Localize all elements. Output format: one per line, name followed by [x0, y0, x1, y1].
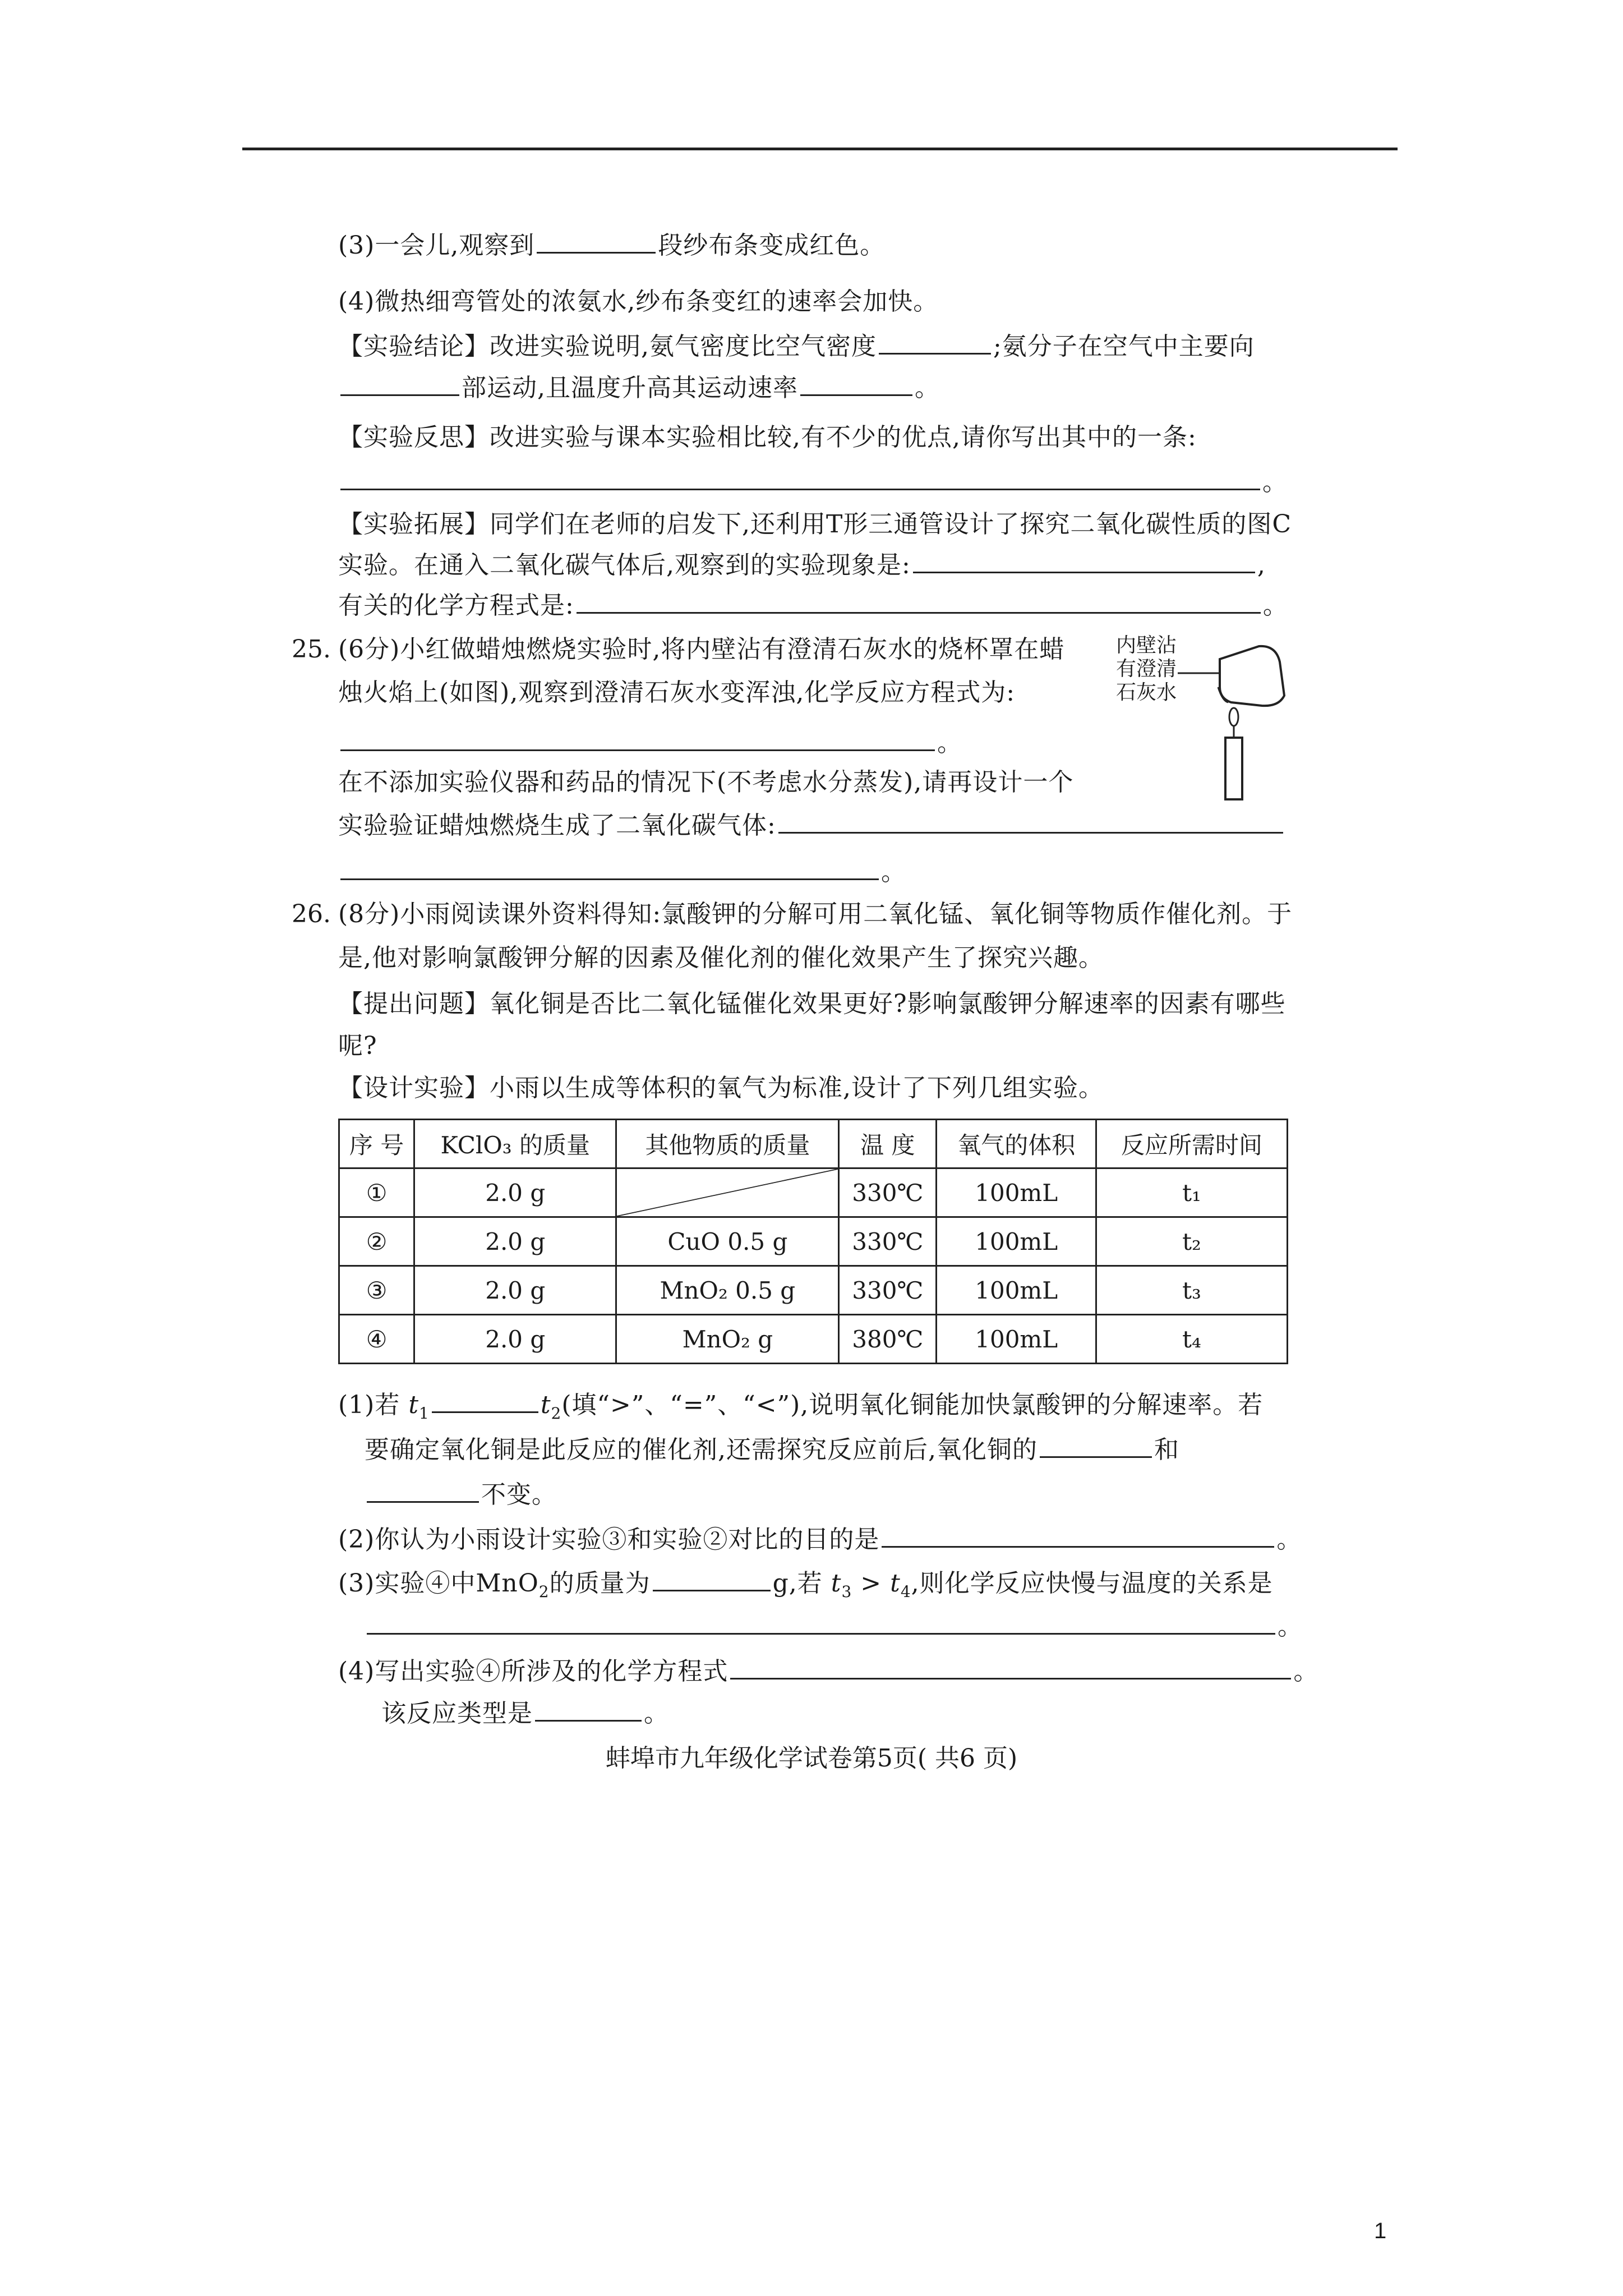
- sub-q4-line2: 该反应类型是 。: [381, 1697, 669, 1731]
- line-reflection: 【实验反思】改进实验与课本实验相比较,有不少的优点,请你写出其中的一条:: [338, 423, 1197, 452]
- table-row: [339, 1168, 1288, 1217]
- table-cell: 330℃: [839, 1217, 937, 1266]
- q25-line4: 在不添加实验仪器和药品的情况下(不考虑水分蒸发),请再设计一个: [338, 768, 1074, 797]
- header-index: 序 号: [339, 1120, 414, 1168]
- sub-q1-line3: 不变。: [365, 1478, 557, 1512]
- q26-line2: 是,他对影响氯酸钾分解的因素及催化剂的催化效果产生了探究兴趣。: [338, 944, 1104, 972]
- table-cell: t₃: [1096, 1266, 1288, 1315]
- table-cell: MnO₂ 0.5 g: [616, 1266, 839, 1315]
- experiment-table: [338, 1119, 1288, 1364]
- table-cell: ①: [339, 1168, 414, 1217]
- figure-label-3: 石灰水: [1116, 681, 1177, 704]
- table-cell: 2.0 g: [414, 1217, 616, 1266]
- sub-q3-line1: (3)实验④中MnO$_2$的质量为 g,若 $t_3 > t_4$,则化学反应快慢与温度的关系是: [338, 1567, 1273, 1609]
- table-cell: t₄: [1096, 1315, 1288, 1364]
- q26-line3: 【提出问题】氧化铜是否比二氧化锰催化效果更好?影响氯酸钾分解速率的因素有哪些: [338, 990, 1286, 1018]
- line-extension-2: 实验。在通入二氧化碳气体后,观察到的实验现象是: ,: [338, 549, 1266, 582]
- q26-line4: 呢?: [338, 1032, 377, 1060]
- table-cell: 100mL: [937, 1217, 1096, 1266]
- q25-line1: (6分)小红做蜡烛燃烧实验时,将内壁沾有澄清石灰水的烧杯罩在蜡: [338, 635, 1065, 664]
- table-cell: ④: [339, 1315, 414, 1364]
- sub-q1-line2: 要确定氧化铜是此反应的催化剂,还需探究反应前后,氧化铜的 和: [365, 1433, 1179, 1467]
- page-footer: 蚌埠市九年级化学试卷第5页( 共6 页): [605, 1744, 1018, 1773]
- table-cell: 2.0 g: [414, 1266, 616, 1315]
- q25-line5: 实验验证蜡烛燃烧生成了二氧化碳气体:: [338, 809, 1285, 843]
- table-cell: 100mL: [937, 1266, 1096, 1315]
- table-header-row: [339, 1120, 1288, 1168]
- beaker-candle-drawing: [1116, 634, 1307, 802]
- table-cell: ②: [339, 1217, 414, 1266]
- line-extension: 【实验拓展】同学们在老师的启发下,还利用T形三通管设计了探究二氧化碳性质的图C: [338, 510, 1292, 539]
- q25-line6: 。: [338, 855, 906, 889]
- table-row: [339, 1315, 1288, 1364]
- page-number: 1: [1374, 2219, 1387, 2243]
- line-q4: (4)微热细弯管处的浓氨水,纱布条变红的速率会加快。: [338, 287, 939, 316]
- q26-line1: (8分)小雨阅读课外资料得知:氯酸钾的分解可用二氧化锰、氧化铜等物质作催化剂。于: [338, 900, 1293, 928]
- table-cell: 380℃: [839, 1315, 937, 1364]
- line-reflection-answer: 。: [338, 466, 1288, 499]
- sub-q3-line2: 。: [365, 1610, 1303, 1644]
- figure-label-2: 有澄清: [1116, 657, 1177, 680]
- line-extension-3: 有关的化学方程式是: 。: [338, 589, 1288, 623]
- line-conclusion-2: 部运动,且温度升高其运动速率 。: [338, 371, 940, 405]
- table-cell: ③: [339, 1266, 414, 1315]
- line-q3: (3)一会儿,观察到 段纱布条变成红色。: [338, 229, 885, 263]
- header-temperature: 温 度: [839, 1120, 937, 1168]
- table-cell: 2.0 g: [414, 1168, 616, 1217]
- header-reaction-time: 反应所需时间: [1096, 1120, 1288, 1168]
- table-cell: 330℃: [839, 1168, 937, 1217]
- line-conclusion: 【实验结论】改进实验说明,氨气密度比空气密度 ;氨分子在空气中主要向: [338, 330, 1255, 364]
- sub-q4-line1: (4)写出实验④所涉及的化学方程式 。: [338, 1655, 1318, 1688]
- sub-q1-line1: (1)若 $t_1$ $t_2$(填“>”、“=”、“<”),说明氧化铜能加快氯酸钾的分解速率。若: [338, 1388, 1263, 1430]
- table-cell: MnO₂ g: [616, 1315, 839, 1364]
- header-other-mass: 其他物质的质量: [616, 1120, 839, 1168]
- table-cell: CuO 0.5 g: [616, 1217, 839, 1266]
- table-cell: 2.0 g: [414, 1315, 616, 1364]
- figure-label-1: 内壁沾: [1116, 634, 1177, 657]
- table-row: [339, 1266, 1288, 1315]
- table-row: [339, 1217, 1288, 1266]
- table-cell: 100mL: [937, 1315, 1096, 1364]
- table-cell: t₁: [1096, 1168, 1288, 1217]
- table-cell: 100mL: [937, 1168, 1096, 1217]
- table-cell: 330℃: [839, 1266, 937, 1315]
- sub-q2: (2)你认为小雨设计实验③和实验②对比的目的是 。: [338, 1523, 1302, 1557]
- q25-line3: 。: [338, 726, 962, 760]
- question-25-number: 25.: [292, 635, 331, 664]
- top-rule: [242, 148, 1398, 150]
- question-26-number: 26.: [292, 900, 331, 928]
- q25-line2: 烛火焰上(如图),观察到澄清石灰水变浑浊,化学反应方程式为:: [338, 678, 1016, 707]
- candle-beaker-figure: [1116, 634, 1307, 802]
- q26-line5: 【设计实验】小雨以生成等体积的氧气为标准,设计了下列几组实验。: [338, 1074, 1104, 1102]
- table-cell: t₂: [1096, 1217, 1288, 1266]
- header-kclo3-mass: KClO₃ 的质量: [414, 1120, 616, 1168]
- header-oxygen-volume: 氧气的体积: [937, 1120, 1096, 1168]
- table-cell-diagonal: [616, 1168, 839, 1217]
